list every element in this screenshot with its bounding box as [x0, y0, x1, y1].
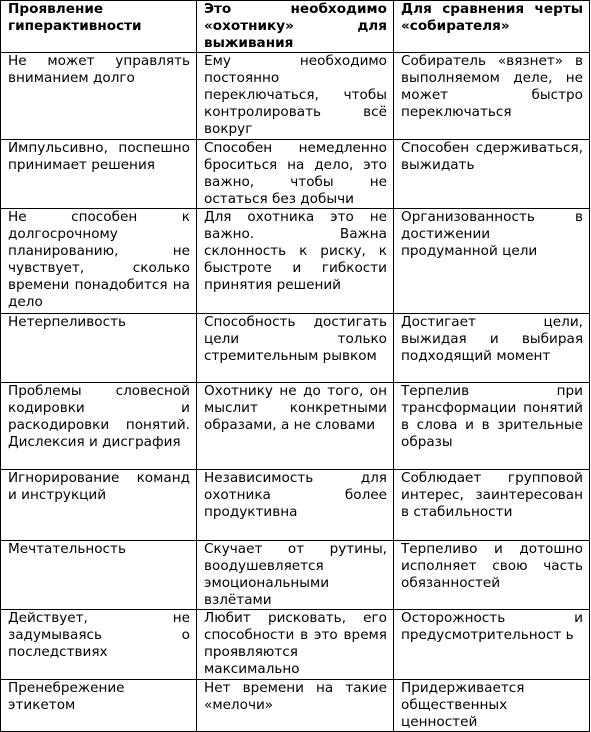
cell-hunter: Способен немедленно броситься на дело, это важно, чтобы не остаться без добычи	[197, 140, 394, 209]
cell-gatherer: Терпелив при трансформации понятий в слова и в зрительные образы	[394, 383, 590, 470]
cell-gatherer: Способен сдерживаться, выжидать	[394, 140, 590, 209]
table-row	[1, 53, 590, 140]
header-row	[1, 1, 590, 53]
cell-hyperactivity: Не может управлять вниманием долго	[1, 53, 197, 140]
cell-hyperactivity: Проблемы словесной кодировки и раскодировки понятий. Дислексия и дисграфия	[1, 383, 197, 470]
cell-hyperactivity: Мечтательность	[1, 541, 197, 610]
header-hunter: Это необходимо «охотнику» для выживания	[197, 1, 394, 53]
table-row	[1, 383, 590, 470]
table-row	[1, 209, 590, 314]
cell-gatherer: Организованность в достижении продуманной цели	[394, 209, 590, 314]
cell-gatherer: Соблюдает групповой интерес, заинтересован в стабильности	[394, 470, 590, 541]
cell-hunter: Независимость для охотника более продуктивна	[197, 470, 394, 541]
cell-hunter: Охотнику не до того, он мыслит конкретными образами, а не словами	[197, 383, 394, 470]
cell-hyperactivity: Действует, не задумываясь о последствиях	[1, 610, 197, 680]
cell-hunter: Нет времени на такие «мелочи»	[197, 680, 394, 732]
cell-gatherer: Собиратель «вязнет» в выполняемом деле, не может быстро переключаться	[394, 53, 590, 140]
cell-hyperactivity: Не способен к долгосрочному планированию, не чувствует, сколько времени понадобится на дело	[1, 209, 197, 314]
cell-hunter: Ему необходимо постоянно переключаться, чтобы контролировать всё вокруг	[197, 53, 394, 140]
cell-gatherer: Терпеливо и дотошно исполняет свою часть обязанностей	[394, 541, 590, 610]
cell-gatherer: Осторожность и предусмотрительност ь	[394, 610, 590, 680]
cell-hunter: Любит рисковать, его способности в это время проявляются максимально	[197, 610, 394, 680]
cell-hyperactivity: Импульсивно, поспешно принимает решения	[1, 140, 197, 209]
cell-hunter: Способность достигать цели только стремительным рывком	[197, 314, 394, 383]
table-row	[1, 314, 590, 383]
cell-hunter: Скучает от рутины, воодушевляется эмоциональными взлётами	[197, 541, 394, 610]
cell-gatherer: Придерживается общественных ценностей	[394, 680, 590, 732]
table-row	[1, 541, 590, 610]
table-row	[1, 140, 590, 209]
cell-hyperactivity: Нетерпеливость	[1, 314, 197, 383]
table-row	[1, 680, 590, 732]
table-row	[1, 610, 590, 680]
cell-hyperactivity: Игнорирование команд и инструкций	[1, 470, 197, 541]
cell-hunter: Для охотника это не важно. Важна склонность к риску, к быстроте и гибкости принятия решений	[197, 209, 394, 314]
cell-gatherer: Достигает цели, выжидая и выбирая подходящий момент	[394, 314, 590, 383]
header-hyperactivity: Проявление гиперактивности	[1, 1, 197, 53]
table-row	[1, 470, 590, 541]
header-gatherer: Для сравнения черты «собирателя»	[394, 1, 590, 53]
cell-hyperactivity: Пренебрежение этикетом	[1, 680, 197, 732]
